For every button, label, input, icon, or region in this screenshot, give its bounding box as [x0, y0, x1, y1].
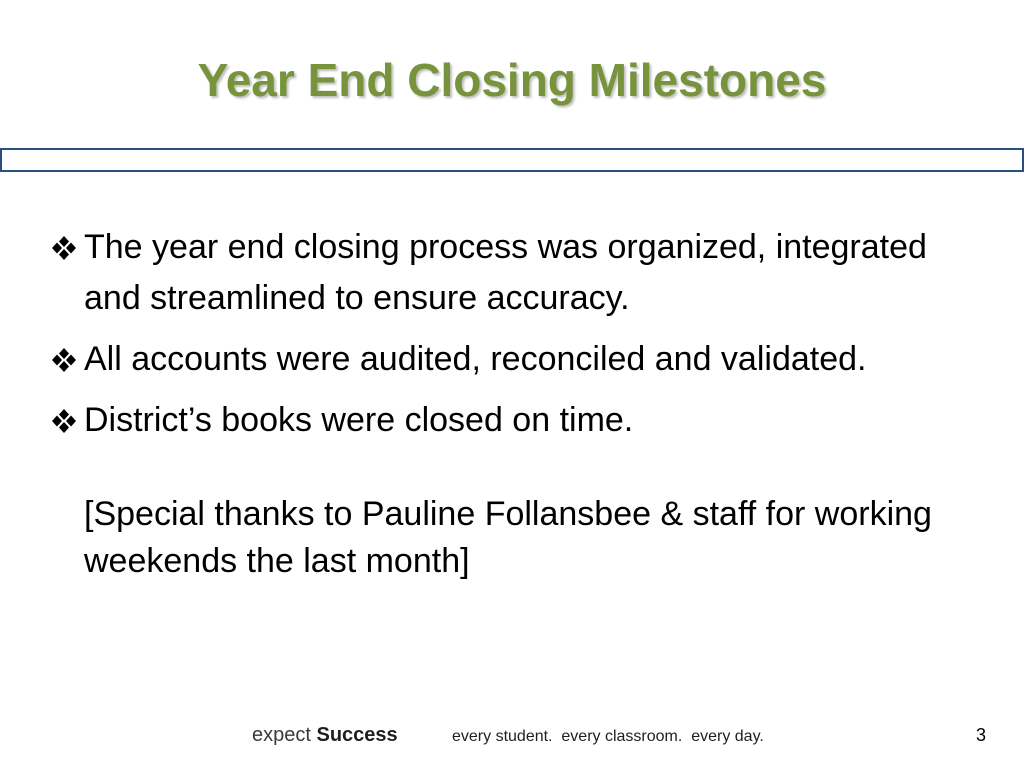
bullet-text: All accounts were audited, reconciled and validated.	[84, 340, 867, 378]
expect-success-logo	[252, 722, 398, 748]
four-diamond-bullet-icon	[50, 235, 78, 261]
page-number: 3	[975, 725, 986, 745]
slide-content	[50, 222, 990, 585]
logo-success-text: Success	[316, 724, 398, 746]
logo-expect-text: expect	[252, 724, 311, 746]
four-diamond-bullet-icon	[50, 408, 78, 434]
bullet-text: The year end closing process was organized, integrated and streamlined to ensure accuracy.	[84, 228, 927, 317]
bullet-item	[50, 395, 990, 446]
footer-tagline: every student. every classroom. every day.	[452, 728, 764, 745]
slide-title: Year End Closing Milestones	[197, 54, 827, 106]
bullet-item	[50, 334, 990, 385]
acknowledgement-note: [Special thanks to Pauline Follansbee & staff for working weekends the last month]	[84, 495, 932, 580]
bullet-text: District’s books were closed on time.	[84, 401, 634, 439]
four-diamond-bullet-icon	[50, 347, 78, 373]
bullet-item	[50, 222, 990, 324]
title-divider-bar	[0, 148, 1024, 172]
